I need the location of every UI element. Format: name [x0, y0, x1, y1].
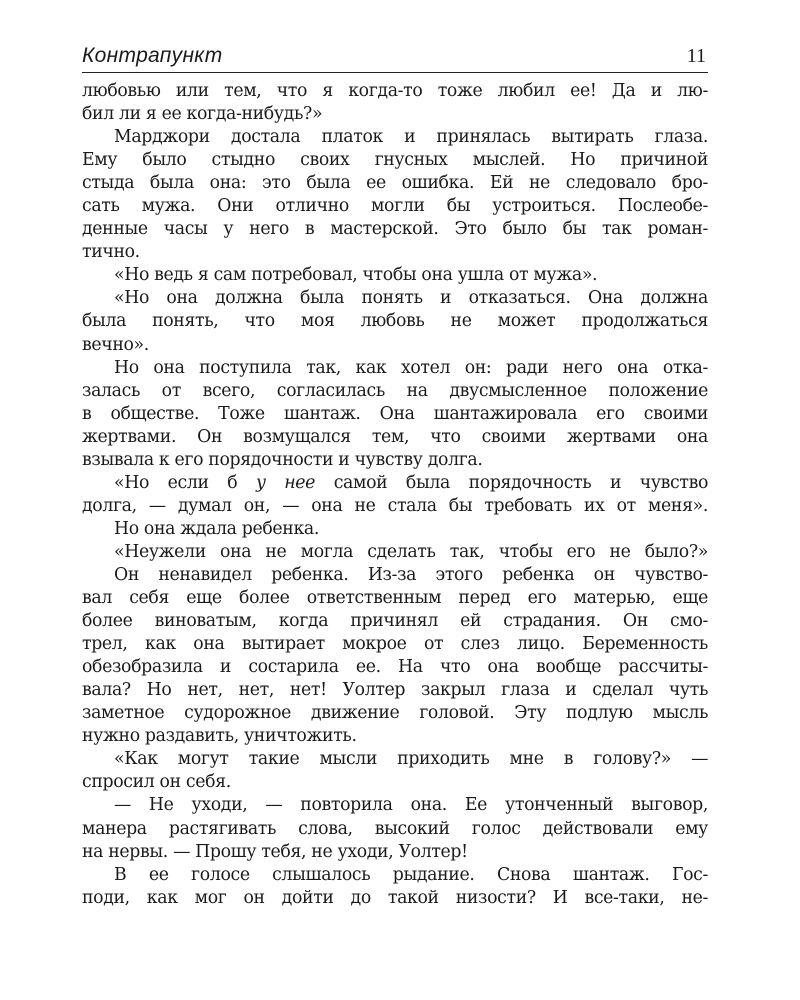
text-line: «Неужели она не могла сделать так, чтобы его не было?»	[114, 541, 708, 562]
text-line: на нервы. — Прошу тебя, не уходи, Уолтер!	[82, 841, 468, 862]
text-line: обезобразила и состарила ее. На что она вообще рассчиты-	[82, 657, 708, 678]
page-number: 11	[686, 45, 706, 67]
text-line: стыда была она: это была ее ошибка. Ей не следовало бро-	[82, 173, 708, 194]
text-line: вечно».	[82, 334, 149, 355]
italic-emphasis: у нее	[255, 472, 316, 493]
text-line: была понять, что моя любовь не может продолжаться	[82, 311, 708, 332]
text-line: Ему было стыдно своих гнусных мыслей. Но причиной	[82, 150, 708, 171]
text-line: бил ли я ее когда-нибудь?»	[82, 104, 323, 125]
text-line: «Как могут такие мысли приходить мне в голову?» —	[114, 749, 708, 770]
body-text	[82, 80, 708, 910]
text-line: Но она поступила так, как хотел он: ради него она отка-	[114, 357, 708, 378]
text-line: — Не уходи, — повторила она. Ее утонченный выговор,	[114, 795, 708, 816]
text-line: «Но ведь я сам потребовал, чтобы она ушла от мужа».	[114, 265, 598, 286]
text-line: вала? Но нет, нет, нет! Уолтер закрыл глаза и сделал чуть	[82, 680, 708, 701]
text-line: более виноватым, когда причинял ей страдания. Он смо-	[82, 611, 708, 632]
text-line: В ее голосе слышалось рыдание. Снова шантаж. Гос-	[114, 864, 708, 885]
text-line: «Но она должна была понять и отказаться. Она должна	[114, 288, 708, 309]
text-line: взывала к его порядочности и чувству долга.	[82, 449, 483, 470]
text-line: сать мужа. Они отлично могли бы устроиться. Послеобе-	[82, 196, 708, 217]
text-line: долга, — думал он, — она не стала бы требовать их от меня».	[82, 495, 708, 516]
text-line: залась от всего, согласилась на двусмысленное положение	[82, 380, 708, 401]
book-page	[82, 42, 708, 910]
text-line: Марджори достала платок и принялась вытирать глаза.	[114, 127, 708, 148]
text-line: трел, как она вытирает мокрое от слез лицо. Беременность	[82, 634, 708, 655]
text-line: вал себя еще более ответственным перед его матерью, еще	[82, 588, 708, 609]
text-line: денные часы у него в мастерской. Это было бы так роман-	[82, 219, 708, 240]
text-line: манера растягивать слова, высокий голос действовали ему	[82, 818, 708, 839]
text-line: Но она ждала ребенка.	[114, 518, 319, 539]
text-line: поди, как мог он дойти до такой низости? И все-таки, не-	[82, 887, 708, 908]
text-line: любовью или тем, что я когда-то тоже любил ее! Да и лю-	[82, 81, 708, 101]
text-line: Он ненавидел ребенка. Из-за этого ребенка он чувство-	[114, 564, 708, 585]
running-header	[82, 42, 708, 73]
text-line: нужно раздавить, уничтожить.	[82, 726, 357, 747]
text-line: тично.	[82, 242, 140, 263]
text-line: спросил он себя.	[82, 772, 231, 793]
running-title: Контрапункт	[82, 44, 223, 67]
text-line: в обществе. Тоже шантаж. Она шантажировала его своими	[82, 403, 708, 424]
text-line: жертвами. Он возмущался тем, что своими жертвами она	[82, 426, 708, 447]
text-line: заметное судорожное движение головой. Эту подлую мысль	[82, 703, 708, 724]
text-line: «Но если б у нее самой была порядочность и чувство	[114, 472, 709, 493]
